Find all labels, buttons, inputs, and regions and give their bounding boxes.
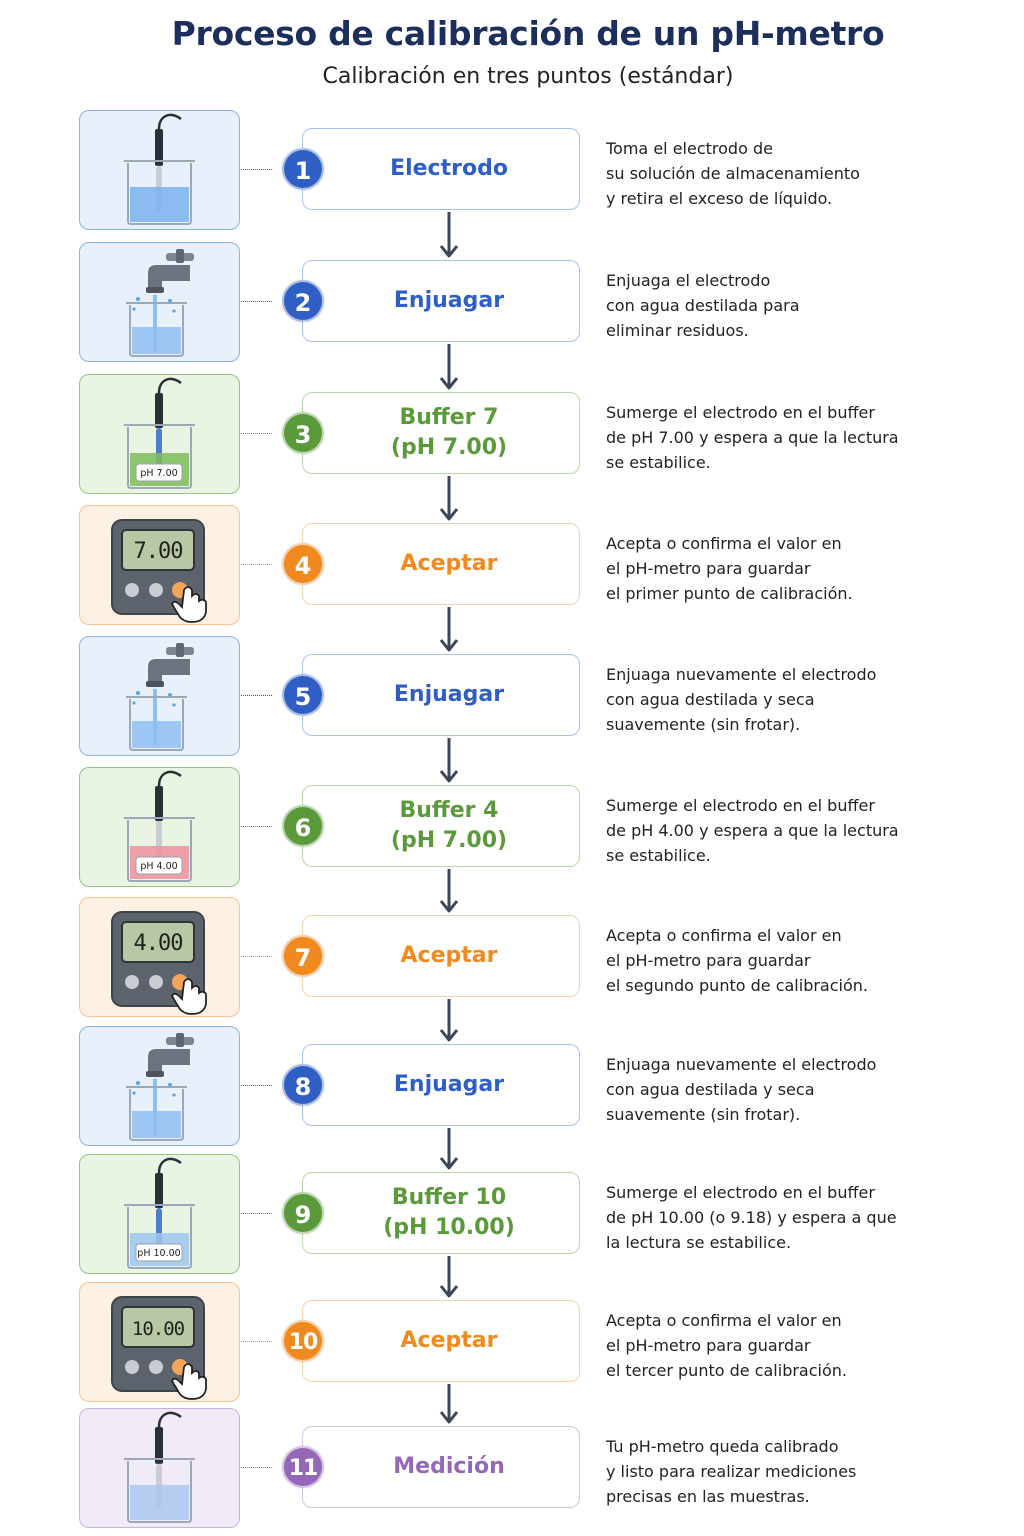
step-description: Toma el electrodo de su solución de almacenamiento y retira el exceso de líquido. [606,139,860,208]
connector-line [241,169,272,170]
step-illustration [79,897,240,1017]
step-box [302,523,580,605]
page-subtitle: Calibración en tres puntos (estándar) [322,64,734,89]
step-box [302,1426,580,1508]
step-description: Acepta o confirma el valor en el pH-metro para guardar el tercer punto de calibración. [606,1311,847,1380]
step-illustration [79,110,240,230]
beaker-label: pH 7.00 [140,468,178,479]
electrode-in-beaker-icon [80,1409,238,1527]
step-box [302,260,580,342]
down-arrow-icon [438,344,460,390]
step-row [0,1154,1024,1276]
step-label: Medición [393,1454,505,1479]
step-row [0,1026,1024,1148]
step-label: Electrodo [390,156,508,181]
step-label: Aceptar [400,943,498,968]
ph-meter-press-icon [80,1283,238,1401]
step-number-badge: 8 [282,1064,324,1106]
step-box [302,654,580,736]
svg-text:4.00: 4.00 [133,931,183,956]
step-illustration [79,1282,240,1402]
step-row [0,110,1024,232]
step-description: Tu pH-metro queda calibrado y listo para realizar mediciones precisas en las muestras. [606,1437,857,1506]
faucet-rinse-icon [80,1027,238,1145]
step-description: Sumerge el electrodo en el buffer de pH 4.00 y espera a que la lectura se estabilice. [606,796,899,865]
step-illustration [79,242,240,362]
step-description: Enjuaga nuevamente el electrodo con agua destilada y seca suavemente (sin frotar). [606,665,877,734]
buffer-beaker-icon [80,1155,238,1273]
step-row [0,374,1024,496]
step-box [302,392,580,474]
step-illustration [79,767,240,887]
down-arrow-icon [438,212,460,258]
step-description: Enjuaga el electrodo con agua destilada para eliminar residuos. [606,271,800,340]
beaker-label: pH 4.00 [140,861,178,872]
step-description: Enjuaga nuevamente el electrodo con agua destilada y seca suavemente (sin frotar). [606,1055,877,1124]
faucet-rinse-icon [80,637,238,755]
ph-meter-press-icon [80,506,238,624]
down-arrow-icon [438,869,460,913]
step-number-badge: 1 [282,148,324,190]
down-arrow-icon [438,1384,460,1424]
step-number-badge: 4 [282,543,324,585]
step-number-badge: 10 [282,1320,324,1362]
svg-text:7.00: 7.00 [133,539,183,564]
step-illustration [79,374,240,494]
connector-line [241,301,272,302]
step-row [0,1408,1024,1530]
down-arrow-icon [438,476,460,521]
step-number-badge: 7 [282,935,324,977]
connector-line [241,433,272,434]
faucet-rinse-icon [80,243,238,361]
down-arrow-icon [438,738,460,783]
buffer-beaker-icon [80,375,238,493]
step-number-badge: 2 [282,280,324,322]
step-illustration [79,1026,240,1146]
ph-meter-press-icon [80,898,238,1016]
connector-line [241,956,272,957]
step-box [302,1300,580,1382]
step-row [0,1282,1024,1404]
step-label: Buffer 10 (pH 10.00) [383,1185,515,1240]
step-label: Enjuagar [393,1072,505,1097]
step-illustration [79,505,240,625]
step-illustration [79,636,240,756]
step-label: Aceptar [400,1328,498,1353]
step-box [302,915,580,997]
connector-line [241,826,272,827]
step-box [302,128,580,210]
buffer-beaker-icon [80,768,238,886]
down-arrow-icon [438,1256,460,1298]
connector-line [241,1213,272,1214]
connector-line [241,1467,272,1468]
step-description: Sumerge el electrodo en el buffer de pH 10.00 (o 9.18) y espera a que la lectura se estabilice. [606,1183,897,1252]
step-illustration [79,1154,240,1274]
step-label: Buffer 4 (pH 7.00) [390,798,508,853]
step-label: Enjuagar [393,682,505,707]
step-box [302,785,580,867]
step-row [0,767,1024,889]
down-arrow-icon [438,607,460,652]
step-description: Acepta o confirma el valor en el pH-metro para guardar el segundo punto de calibración. [606,926,868,995]
step-number-badge: 3 [282,412,324,454]
step-row [0,897,1024,1019]
step-number-badge: 5 [282,674,324,716]
step-number-badge: 9 [282,1192,324,1234]
step-label: Buffer 7 (pH 7.00) [390,405,508,460]
connector-line [241,564,272,565]
connector-line [241,695,272,696]
step-box [302,1172,580,1254]
step-row [0,505,1024,627]
connector-line [241,1085,272,1086]
down-arrow-icon [438,1128,460,1170]
step-illustration [79,1408,240,1528]
down-arrow-icon [438,999,460,1042]
step-label: Enjuagar [393,288,505,313]
page-title: Proceso de calibración de un pH-metro [171,14,885,53]
beaker-label: pH 10.00 [137,1248,181,1259]
electrode-in-beaker-icon [80,111,238,229]
step-row [0,636,1024,758]
step-number-badge: 6 [282,805,324,847]
step-description: Acepta o confirma el valor en el pH-metro para guardar el primer punto de calibración. [606,534,853,603]
step-description: Sumerge el electrodo en el buffer de pH 7.00 y espera a que la lectura se estabilice. [606,403,899,472]
step-label: Aceptar [400,551,498,576]
connector-line [241,1341,272,1342]
svg-text:10.00: 10.00 [131,1318,185,1340]
step-box [302,1044,580,1126]
step-row [0,242,1024,364]
step-number-badge: 11 [282,1446,324,1488]
